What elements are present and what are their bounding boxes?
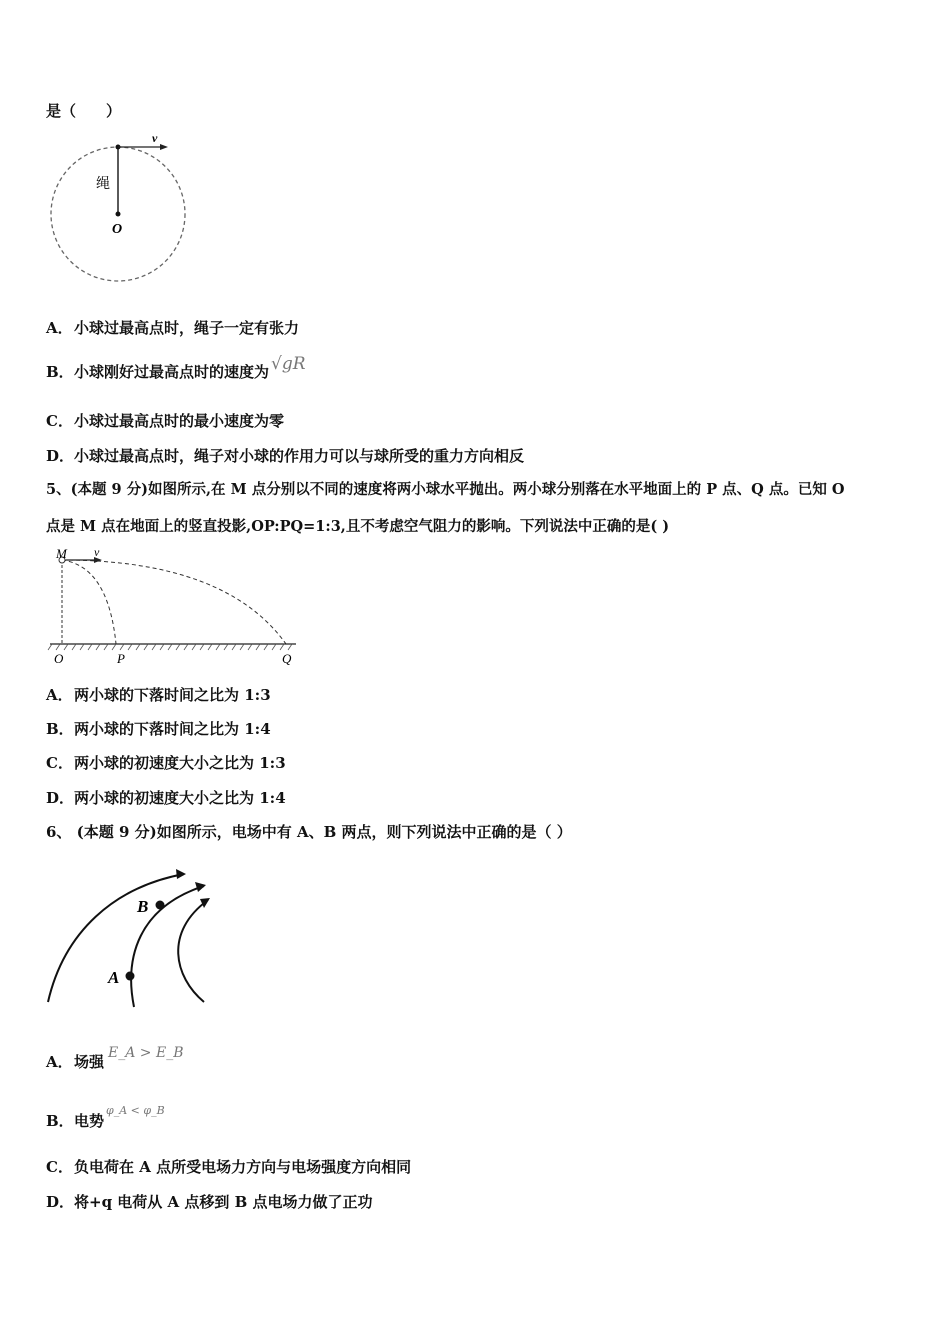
- arrowhead-middle: [195, 882, 206, 892]
- option-label: B．: [46, 363, 74, 381]
- point-b: [156, 901, 165, 910]
- option-text: 小球过最高点时，绳子一定有张力: [74, 319, 300, 337]
- q6-stem: 6、 (本题 9 分)如图所示，电场中有 A、B 两点，则下列说法中正确的是（ ）: [46, 823, 572, 841]
- q-label: Q: [282, 651, 292, 666]
- option-text: 两小球的初速度大小之比为 1:3: [74, 754, 286, 772]
- b-label: B: [137, 897, 149, 916]
- projectile-figure: [46, 546, 306, 668]
- electric-field-figure: [44, 862, 224, 1012]
- m-label: M: [56, 546, 67, 561]
- center-dot: [116, 212, 121, 217]
- potential-formula: φ_A < φ_B: [106, 1104, 165, 1117]
- option-text: 两小球的下落时间之比为 1:4: [74, 720, 271, 738]
- q6-option-d[interactable]: [46, 1192, 373, 1212]
- option-text: 将+q 电荷从 A 点移到 B 点电场力做了正功: [74, 1193, 373, 1211]
- arrowhead-right: [200, 898, 210, 908]
- option-text: 电势: [74, 1112, 105, 1130]
- q4-option-b[interactable]: [46, 354, 306, 382]
- p-label: P: [117, 651, 125, 666]
- option-text: 小球过最高点时的最小速度为零: [74, 412, 285, 430]
- q5-stem-line1: 5、(本题 9 分)如图所示,在 M 点分别以不同的速度将两小球水平抛出。两小球分别落在水平地面上的 P 点、Q 点。已知 O: [46, 481, 845, 498]
- option-label: D．: [46, 1193, 75, 1211]
- rope-label: 绳: [96, 177, 110, 192]
- field-line-right: [178, 900, 208, 1002]
- q5-option-c[interactable]: [46, 753, 286, 773]
- q4-option-a[interactable]: [46, 318, 299, 338]
- sqrt-gr-formula: √gR: [271, 354, 306, 374]
- trajectory-to-p: [62, 560, 116, 644]
- trajectory-to-q: [62, 560, 286, 644]
- o-label: O: [54, 651, 64, 666]
- center-label: O: [112, 222, 123, 237]
- q6-option-a[interactable]: [46, 1045, 184, 1073]
- q5-option-d[interactable]: [46, 788, 286, 808]
- q4-option-d[interactable]: [46, 446, 524, 466]
- option-text: 小球刚好过最高点时的速度为: [74, 363, 270, 381]
- arrowhead-left: [176, 869, 186, 879]
- option-text: 两小球的初速度大小之比为 1:4: [74, 789, 286, 807]
- q5-option-b[interactable]: [46, 719, 271, 739]
- circular-motion-figure: [44, 130, 194, 290]
- option-label: B．: [46, 1112, 74, 1130]
- option-text: 负电荷在 A 点所受电场力方向与电场强度方向相同: [74, 1158, 412, 1176]
- option-label: D．: [46, 789, 75, 807]
- point-a: [126, 972, 135, 981]
- option-label: A．: [46, 686, 73, 704]
- a-label: A: [108, 968, 120, 987]
- option-label: A．: [46, 1053, 73, 1071]
- option-label: C．: [46, 412, 73, 430]
- option-text: 场强: [74, 1053, 105, 1071]
- ground-hatching: [48, 644, 292, 650]
- option-text: 小球过最高点时，绳子对小球的作用力可以与球所受的重力方向相反: [74, 447, 525, 465]
- option-label: A．: [46, 319, 73, 337]
- q4-option-c[interactable]: [46, 411, 284, 431]
- option-label: C．: [46, 754, 73, 772]
- velocity-arrowhead: [160, 144, 168, 150]
- v-label: v: [94, 545, 100, 559]
- q4-stem-tail: 是（ ）: [46, 102, 122, 120]
- q5-stem-line2: 点是 M 点在地面上的竖直投影,OP:PQ=1:3,且不考虑空气阻力的影响。下列说法中正确的是( ): [46, 518, 670, 535]
- option-label: C．: [46, 1158, 73, 1176]
- q6-option-c[interactable]: [46, 1157, 411, 1177]
- velocity-label: v: [152, 131, 158, 145]
- field-strength-formula: E_A > E_B: [108, 1045, 184, 1061]
- option-text: 两小球的下落时间之比为 1:3: [74, 686, 271, 704]
- option-label: D．: [46, 447, 75, 465]
- q5-option-a[interactable]: [46, 685, 271, 705]
- option-label: B．: [46, 720, 74, 738]
